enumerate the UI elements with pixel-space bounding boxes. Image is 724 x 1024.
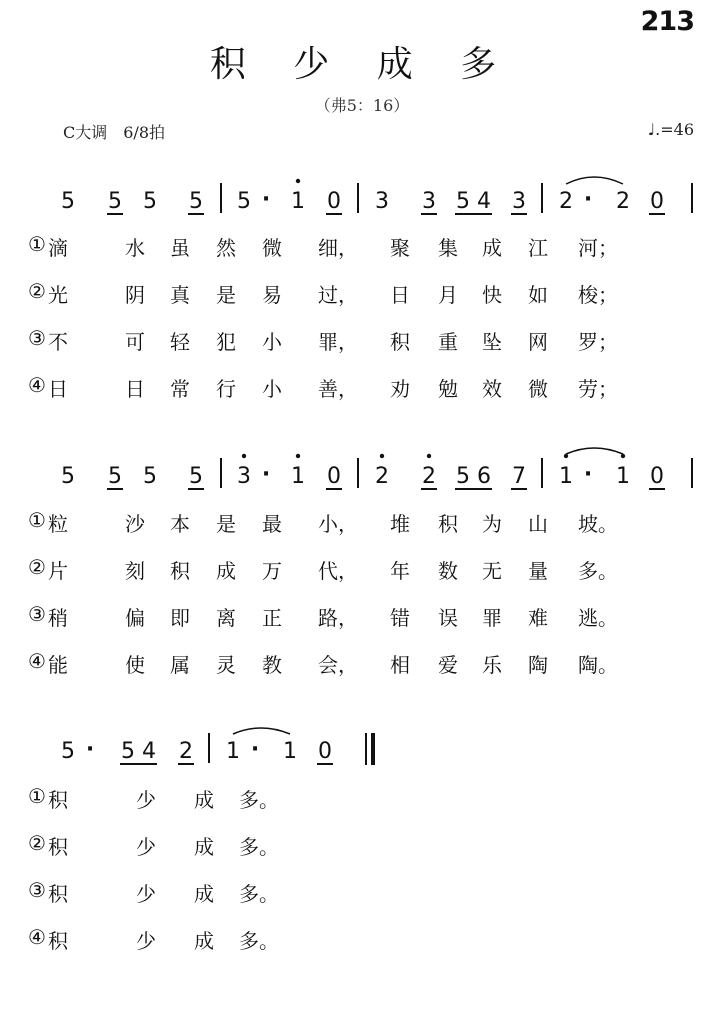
lyric-syllable: 河；	[578, 236, 618, 260]
high-octave-dot	[621, 454, 625, 458]
lyric-syllable: 少	[136, 882, 156, 906]
high-octave-dot	[296, 454, 300, 458]
lyric-syllable: 量	[528, 559, 548, 583]
note: 5	[121, 739, 135, 764]
lyric-syllable: 数	[438, 559, 458, 583]
lyric-syllable: 是	[216, 512, 236, 536]
augmentation-dot: ·	[261, 462, 271, 487]
lyric-syllable: 多。	[239, 788, 279, 812]
lyric-syllable: 集	[438, 236, 458, 260]
lyric-syllable: 难	[528, 606, 548, 630]
lyric-syllable: 万	[262, 559, 282, 583]
note: 5	[456, 189, 470, 214]
note: 1	[616, 464, 630, 489]
lyric-syllable: 快	[482, 283, 502, 307]
lyric-syllable: 即	[170, 606, 190, 630]
lyric-syllable: 微	[528, 377, 548, 401]
lyric-syllable: 常	[170, 377, 190, 401]
lyric-syllable: 年	[390, 559, 410, 583]
lyric-syllable: 多。	[239, 835, 279, 859]
lyric-syllable: 阴	[125, 283, 145, 307]
verse-marker: ④	[28, 925, 46, 949]
lyric-syllable: 坡。	[578, 512, 618, 536]
lyric-syllable: 细，	[318, 236, 358, 260]
high-octave-dot	[564, 454, 568, 458]
song-title: 积 少 成 多	[209, 44, 515, 85]
note: 5	[189, 464, 203, 489]
lyric-syllable: 最	[262, 512, 282, 536]
lyric-syllable: 劝	[390, 377, 410, 401]
note: 5	[108, 464, 122, 489]
lyric-syllable: 本	[170, 512, 190, 536]
lyric-syllable: 多。	[239, 929, 279, 953]
lyric-syllable: 日	[48, 377, 68, 401]
note: 0	[318, 739, 332, 764]
lyric-syllable: 灵	[216, 653, 236, 677]
lyric-syllable: 轻	[170, 330, 190, 354]
notation-system-1	[61, 177, 692, 214]
verse-marker: ②	[28, 279, 46, 303]
lyric-syllable: 错	[390, 606, 410, 630]
note: 5	[61, 739, 75, 764]
lyric-syllable: 水	[125, 236, 145, 260]
lyric-syllable: 劳；	[578, 377, 618, 401]
lyric-syllable: 小	[262, 330, 282, 354]
lyric-syllable: 少	[136, 835, 156, 859]
key-and-meter: C大调 6/8拍	[63, 123, 165, 142]
lyric-syllable: 为	[482, 512, 502, 536]
lyric-syllable: 罪，	[318, 330, 358, 354]
verse-marker: ①	[28, 784, 46, 808]
tie	[566, 448, 623, 454]
lyric-syllable: 不	[48, 330, 68, 354]
note: 5	[143, 464, 157, 489]
lyric-syllable: 使	[125, 653, 145, 677]
augmentation-dot: ·	[250, 737, 260, 762]
lyric-syllable: 坠	[482, 330, 502, 354]
note: 1	[283, 739, 297, 764]
note: 1	[291, 464, 305, 489]
lyric-syllable: 山	[528, 512, 548, 536]
lyric-syllable: 积	[48, 788, 68, 812]
lyric-syllable: 善，	[318, 377, 358, 401]
lyric-syllable: 日	[390, 283, 410, 307]
lyric-syllable: 积	[48, 929, 68, 953]
note: 1	[226, 739, 240, 764]
verse-marker: ①	[28, 508, 46, 532]
verse-marker: ②	[28, 555, 46, 579]
lyric-syllable: 粒	[48, 512, 68, 536]
lyric-syllable: 光	[48, 283, 68, 307]
augmentation-dot: ·	[583, 187, 593, 212]
scripture-reference: （弗5：16）	[314, 96, 410, 115]
lyric-syllable: 无	[482, 559, 502, 583]
lyric-syllable: 成	[194, 882, 214, 906]
lyric-syllable: 积	[438, 512, 458, 536]
note: 5	[143, 189, 157, 214]
note: 3	[422, 189, 436, 214]
tie	[233, 728, 290, 734]
note: 3	[512, 189, 526, 214]
note: 0	[650, 464, 664, 489]
lyric-syllable: 真	[170, 283, 190, 307]
note: 5	[61, 189, 75, 214]
note: 1	[559, 464, 573, 489]
note: 4	[142, 739, 156, 764]
lyric-syllable: 路，	[318, 606, 358, 630]
lyric-syllable: 积	[48, 882, 68, 906]
note: 2	[616, 189, 630, 214]
lyric-syllable: 网	[528, 330, 548, 354]
lyric-syllable: 多。	[578, 559, 618, 583]
note: 3	[237, 464, 251, 489]
verse-marker: ③	[28, 326, 46, 350]
tempo-marking: ♩.=46	[647, 120, 694, 139]
lyric-syllable: 勉	[438, 377, 458, 401]
lyric-syllable: 稍	[48, 606, 68, 630]
lyric-syllable: 小，	[318, 512, 358, 536]
note: 5	[108, 189, 122, 214]
lyric-syllable: 易	[262, 283, 282, 307]
lyric-syllable: 少	[136, 929, 156, 953]
lyric-syllable: 刻	[125, 559, 145, 583]
verse-marker: ③	[28, 602, 46, 626]
lyric-syllable: 如	[528, 283, 548, 307]
note: 2	[375, 464, 389, 489]
lyric-syllable: 成	[194, 788, 214, 812]
note: 4	[477, 189, 491, 214]
note: 0	[327, 464, 341, 489]
lyric-syllable: 成	[194, 929, 214, 953]
note: 7	[512, 464, 526, 489]
lyric-syllable: 罪	[482, 606, 502, 630]
notation-system-3	[61, 728, 373, 765]
high-octave-dot	[242, 454, 246, 458]
lyric-syllable: 月	[438, 283, 458, 307]
high-octave-dot	[427, 454, 431, 458]
note: 2	[559, 189, 573, 214]
lyric-syllable: 小	[262, 377, 282, 401]
lyric-syllable: 属	[170, 653, 190, 677]
note: 0	[327, 189, 341, 214]
note: 0	[650, 189, 664, 214]
note: 5	[61, 464, 75, 489]
lyric-syllable: 然	[216, 236, 236, 260]
lyric-syllable: 片	[48, 559, 68, 583]
lyric-syllable: 陶。	[578, 653, 618, 677]
lyric-syllable: 积	[48, 835, 68, 859]
note: 2	[422, 464, 436, 489]
note: 6	[477, 464, 491, 489]
lyric-syllable: 行	[216, 377, 236, 401]
lyric-syllable: 积	[390, 330, 410, 354]
lyric-syllable: 沙	[125, 512, 145, 536]
verse-marker: ④	[28, 373, 46, 397]
lyric-syllable: 江	[528, 236, 548, 260]
lyric-syllable: 效	[482, 377, 502, 401]
lyric-syllable: 日	[125, 377, 145, 401]
lyric-syllable: 可	[125, 330, 145, 354]
lyric-syllable: 相	[390, 653, 410, 677]
verse-marker: ③	[28, 878, 46, 902]
page-number: 213	[640, 6, 694, 37]
lyric-syllable: 离	[216, 606, 236, 630]
lyric-syllable: 是	[216, 283, 236, 307]
lyric-syllable: 代，	[318, 559, 358, 583]
lyric-syllable: 教	[262, 653, 282, 677]
augmentation-dot: ·	[261, 187, 271, 212]
lyric-syllable: 滴	[48, 236, 68, 260]
lyric-syllable: 多。	[239, 882, 279, 906]
lyric-syllable: 少	[136, 788, 156, 812]
lyric-syllable: 微	[262, 236, 282, 260]
lyric-syllable: 会，	[318, 653, 358, 677]
verse-marker: ①	[28, 232, 46, 256]
augmentation-dot: ·	[85, 737, 95, 762]
lyric-syllable: 聚	[390, 236, 410, 260]
lyric-syllable: 罗；	[578, 330, 618, 354]
notation-system-2	[61, 448, 692, 489]
lyric-syllable: 误	[438, 606, 458, 630]
high-octave-dot	[380, 454, 384, 458]
verse-marker: ④	[28, 649, 46, 673]
lyric-syllable: 堆	[390, 512, 410, 536]
lyric-syllable: 能	[48, 653, 68, 677]
lyric-syllable: 逃。	[578, 606, 618, 630]
lyric-syllable: 积	[170, 559, 190, 583]
lyric-syllable: 过，	[318, 283, 358, 307]
lyric-syllable: 重	[438, 330, 458, 354]
lyric-syllable: 正	[262, 606, 282, 630]
lyric-syllable: 偏	[125, 606, 145, 630]
lyric-syllable: 爱	[438, 653, 458, 677]
lyric-syllable: 成	[194, 835, 214, 859]
lyric-syllable: 成	[216, 559, 236, 583]
note: 2	[179, 739, 193, 764]
note: 5	[456, 464, 470, 489]
lyric-syllable: 成	[482, 236, 502, 260]
high-octave-dot	[296, 179, 300, 183]
lyric-syllable: 乐	[482, 653, 502, 677]
note: 1	[291, 189, 305, 214]
lyric-syllable: 犯	[216, 330, 236, 354]
lyric-syllable: 陶	[528, 653, 548, 677]
note: 3	[375, 189, 389, 214]
verse-marker: ②	[28, 831, 46, 855]
augmentation-dot: ·	[583, 462, 593, 487]
lyric-syllable: 虽	[170, 236, 190, 260]
lyric-syllable: 梭；	[578, 283, 618, 307]
tie	[566, 177, 623, 184]
note: 5	[189, 189, 203, 214]
note: 5	[237, 189, 251, 214]
